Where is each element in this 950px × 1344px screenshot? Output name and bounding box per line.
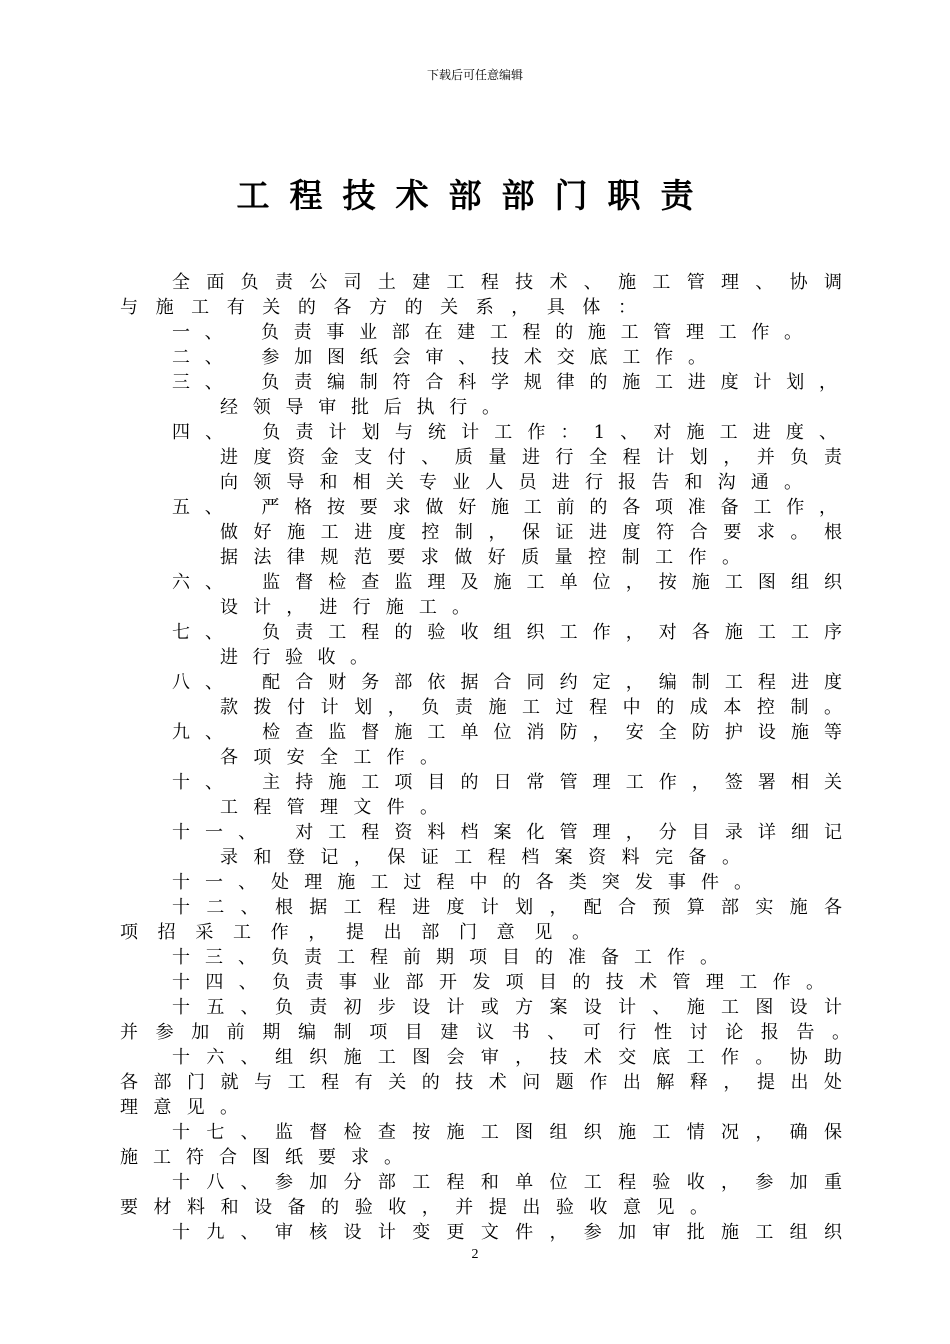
body-line: 十七、监督检查按施工图组织施工情况，确保 <box>172 1122 842 1143</box>
body-line: 要材料和设备的验收，并提出验收意见。 <box>120 1197 708 1218</box>
page-number: 2 <box>471 1247 479 1262</box>
body-line: 工程管理文件。 <box>220 797 438 818</box>
body-line: 施工符合图纸要求。 <box>120 1147 402 1168</box>
body-line: 设计，进行施工。 <box>220 597 470 618</box>
body-line: 项招采工作，提出部门意见。 <box>120 922 590 943</box>
body-line: 九、 检查监督施工单位消防，安全防护设施等 <box>172 722 842 743</box>
body-line: 五、 严格按要求做好施工前的各项准备工作， <box>172 497 837 518</box>
body-line: 做好施工进度控制，保证进度符合要求。根 <box>220 522 842 543</box>
body-line: 全面负责公司土建工程技术、施工管理、协调 <box>172 272 842 293</box>
body-line: 十一、处理施工过程中的各类突发事件。 <box>172 872 752 893</box>
body-line: 十四、负责事业部开发项目的技术管理工作。 <box>172 972 824 993</box>
body-line: 四、 负责计划与统计工作：1、对施工进度、 <box>172 422 837 443</box>
body-line: 七、 负责工程的验收组织工作，对各施工工序 <box>172 622 842 643</box>
body-line: 十三、负责工程前期项目的准备工作。 <box>172 947 718 968</box>
body-line: 各部门就与工程有关的技术问题作出解释，提出处 <box>120 1072 842 1093</box>
body-line: 经领导审批后执行。 <box>220 397 500 418</box>
body-line: 一、 负责事业部在建工程的施工管理工作。 <box>172 322 802 343</box>
body-line: 十一、 对工程资料档案化管理，分目录详细记 <box>172 822 842 843</box>
body-line: 录和登记，保证工程档案资料完备。 <box>220 847 740 868</box>
body-line: 八、 配合财务部依据合同约定，编制工程进度 <box>172 672 842 693</box>
body-line: 据法律规范要求做好质量控制工作。 <box>220 547 740 568</box>
body-line: 进度资金支付、质量进行全程计划，并负责 <box>220 447 842 468</box>
body-line: 进行验收。 <box>220 647 368 668</box>
page-title: 工程技术部部门职责 <box>236 176 714 215</box>
body-line: 各项安全工作。 <box>220 747 438 768</box>
body-line: 并参加前期编制项目建议书、可行性讨论报告。 <box>120 1022 850 1043</box>
body-line: 十六、组织施工图会审，技术交底工作。协助 <box>172 1047 842 1068</box>
body-line: 与施工有关的各方的关系，具体： <box>120 297 636 318</box>
body-line: 二、 参加图纸会审、技术交底工作。 <box>172 347 706 368</box>
body-line: 款拨付计划，负责施工过程中的成本控制。 <box>220 697 842 718</box>
body-line: 六、 监督检查监理及施工单位，按施工图组织 <box>172 572 842 593</box>
header-note: 下载后可任意编辑 <box>426 68 523 82</box>
body-line: 十九、审核设计变更文件，参加审批施工组织 <box>172 1222 842 1243</box>
body-line: 理意见。 <box>120 1097 238 1118</box>
body-line: 向领导和相关专业人员进行报告和沟通。 <box>220 472 802 493</box>
body-line: 十八、参加分部工程和单位工程验收，参加重 <box>172 1172 842 1193</box>
body-line: 十五、负责初步设计或方案设计、施工图设计 <box>172 997 842 1018</box>
body-line: 十二、根据工程进度计划，配合预算部实施各 <box>172 897 842 918</box>
body-line: 三、 负责编制符合科学规律的施工进度计划， <box>172 372 837 393</box>
body-line: 十、 主持施工项目的日常管理工作，签署相关 <box>172 772 842 793</box>
